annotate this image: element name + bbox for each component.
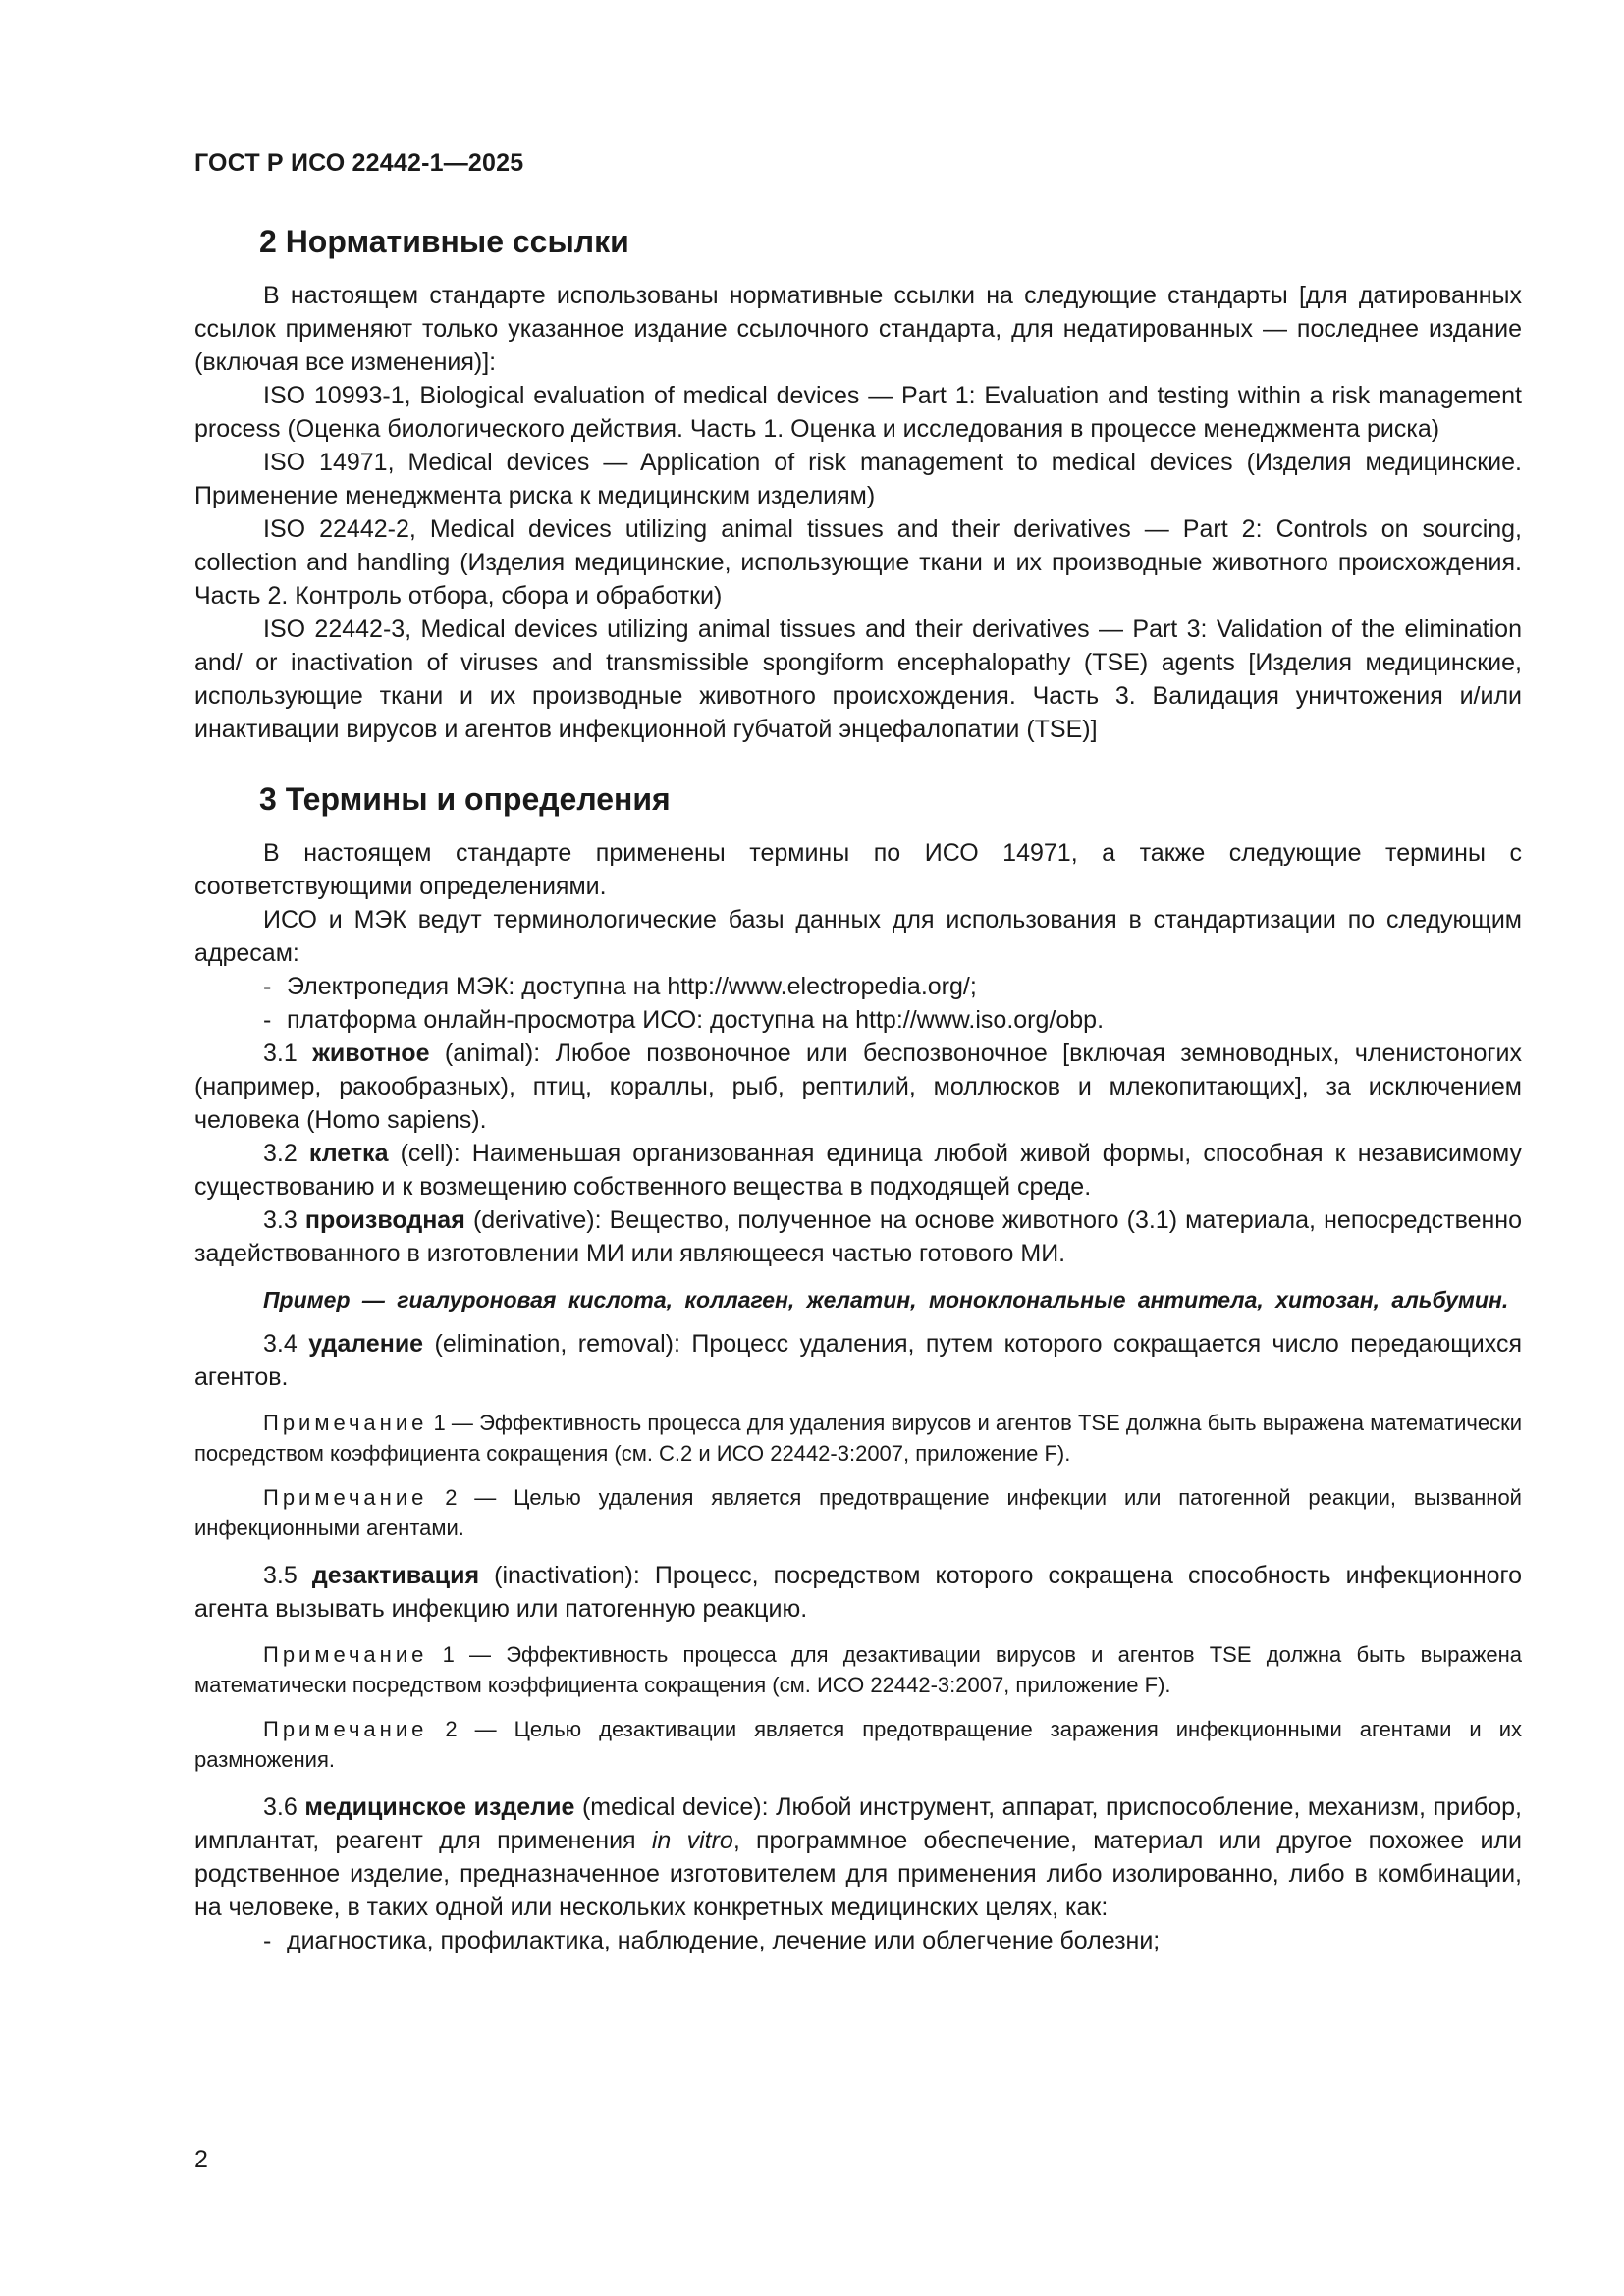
document-header: ГОСТ Р ИСО 22442-1—2025 [194, 149, 524, 177]
list-dash: - [263, 1006, 272, 1034]
section-2-intro: В настоящем стандарте использованы нормативные ссылки на следующие стандарты [для датированных ссылок применяют только указанное издание ссылочного стандарта, для недатированных — последнее издание (включая все изменения)]: [194, 282, 1522, 376]
term-3-2 [194, 1137, 1522, 1203]
section-3-intro: В настоящем стандарте применены термины по ИСО 14971, а также следующие термины с соответствующими определениями. [194, 839, 1522, 900]
term-definition: (inactivation): Процесс, посредством которого сокращена способность инфекционного агента вызывать инфекцию или патогенную реакцию. [194, 1562, 1523, 1623]
note-label: Примечание [263, 1642, 428, 1667]
list-item-electropedia [263, 970, 1522, 1003]
note-number: 2 — [445, 1717, 497, 1741]
normative-ref: ISO 10993-1, Biological evaluation of medical devices — Part 1: Evaluation and testing within a risk management process (Оценка биологического действия. Часть 1. Оценка и исследования в процессе менеджмента риска) [194, 382, 1522, 443]
term-name: клетка [308, 1140, 389, 1167]
list-dash: - [263, 1927, 272, 1954]
term-name: дезактивация [311, 1562, 480, 1589]
normative-ref: ISO 22442-3, Medical devices utilizing animal tissues and their derivatives — Part 3: Validation of the elimination and/ or inactivation of viruses and transmissible spongiform encephalopathy (TSE) agents [Изделия медицинские, использующие ткани и их производные животного происхождения. Часть 3. Валидация уничтожения и/или инактивации вирусов и агентов инфекционной губчатой энцефалопатии (TSE)] [194, 615, 1522, 743]
list-item-diagnostics [263, 1924, 1522, 1957]
note-3-5-2 [194, 1714, 1522, 1775]
note-label: Примечание [263, 1717, 428, 1741]
note-3-4-2 [194, 1482, 1522, 1543]
term-definition: (cell): Наименьшая организованная единица любой живой формы, способная к независимому существованию и к возмещению собственного вещества в подходящей среде. [194, 1140, 1522, 1201]
note-3-4-1 [194, 1408, 1522, 1468]
normative-ref: ISO 14971, Medical devices — Application of risk management to medical devices (Изделия медицинские. Применение менеджмента риска к медицинским изделиям) [194, 449, 1522, 509]
term-number: 3.4 [263, 1330, 298, 1358]
term-definition-italic: in vitro [651, 1827, 733, 1854]
note-number: 1 — [442, 1642, 492, 1667]
term-definition: (derivative): Вещество, полученное на основе животного (3.1) материала, непосредственно задействованного в изготовлении МИ или являющееся частью готового МИ. [194, 1206, 1522, 1267]
section-2-title: 2 Нормативные ссылки [259, 224, 629, 259]
section-3-intro-databases: ИСО и МЭК ведут терминологические базы данных для использования в стандартизации по следующим адресам: [194, 906, 1522, 967]
section-3-title: 3 Термины и определения [259, 781, 671, 817]
page-number: 2 [194, 2146, 208, 2173]
term-definition: (elimination, removal): Процесс удаления, путем которого сокращается число передающихся агентов. [194, 1330, 1522, 1391]
term-3-1 [194, 1037, 1522, 1137]
term-definition: (medical device): Любой инструмент, аппарат, приспособление, механизм, прибор, имплантат, реагент для применения [194, 1793, 1522, 1854]
term-3-4 [194, 1327, 1522, 1394]
term-number: 3.6 [263, 1793, 298, 1821]
term-3-6 [194, 1790, 1522, 1924]
term-number: 3.5 [263, 1562, 298, 1589]
term-name: производная [304, 1206, 465, 1234]
normative-ref: ISO 22442-2, Medical devices utilizing animal tissues and their derivatives — Part 2: Controls on sourcing, collection and handling (Изделия медицинские, использующие ткани и их производные животного происхождения. Часть 2. Контроль отбора, сбора и обработки) [194, 515, 1522, 610]
note-text: Целью удаления является предотвращение инфекции или патогенной реакции, вызванной инфекционными агентами. [194, 1485, 1522, 1540]
list-dash: - [263, 973, 272, 1000]
term-name: удаление [308, 1330, 424, 1358]
list-item-text: диагностика, профилактика, наблюдение, лечение или облегчение болезни; [287, 1927, 1161, 1954]
note-text: Целью дезактивации является предотвращение заражения инфекционными агентами и их размножения. [194, 1717, 1522, 1772]
note-3-5-1 [194, 1639, 1522, 1700]
term-name: животное [312, 1040, 430, 1067]
note-label: Примечание [263, 1485, 428, 1510]
list-item-text: Электропедия МЭК: доступна на http://www.electropedia.org/; [287, 973, 977, 1000]
note-text: Эффективность процесса для дезактивации вирусов и агентов TSE должна быть выражена математически посредством коэффициента сокращения (см. ИСО 22442-3:2007, приложение F). [194, 1642, 1522, 1697]
term-3-5 [194, 1559, 1522, 1626]
note-number: 2 — [445, 1485, 497, 1510]
list-item-text: платформа онлайн-просмотра ИСО: доступна на http://www.iso.org/obp. [287, 1006, 1105, 1034]
page-content [194, 222, 1522, 1957]
term-number: 3.2 [263, 1140, 298, 1167]
list-item-iso-obp [263, 1003, 1522, 1037]
note-number: 1 — [433, 1411, 473, 1435]
term-definition: (animal): Любое позвоночное или беспозвоночное [включая земноводных, членистоногих (например, ракообразных), птиц, кораллы, рыб, рептилий, моллюсков и млекопитающих], за исключением человека (Homo sapiens). [194, 1040, 1522, 1134]
term-name: медицинское изделие [304, 1793, 575, 1821]
term-number: 3.3 [263, 1206, 298, 1234]
term-number: 3.1 [263, 1040, 298, 1067]
example-3-3: Пример — гиалуроновая кислота, коллаген, желатин, моноклональные антитела, хитозан, альбумин. [263, 1287, 1509, 1312]
term-definition-continued: , программное обеспечение, материал или другое похожее или родственное изделие, предназначенное изготовителем для применения либо изолированно, либо в комбинации, на человеке, в таких одной или нескольких конкретных медицинских целях, как: [194, 1827, 1522, 1921]
note-label: Примечание [263, 1411, 428, 1435]
term-3-3 [194, 1203, 1522, 1270]
note-text: Эффективность процесса для удаления вирусов и агентов TSE должна быть выражена математически посредством коэффициента сокращения (см. С.2 и ИСО 22442-3:2007, приложение F). [194, 1411, 1522, 1466]
